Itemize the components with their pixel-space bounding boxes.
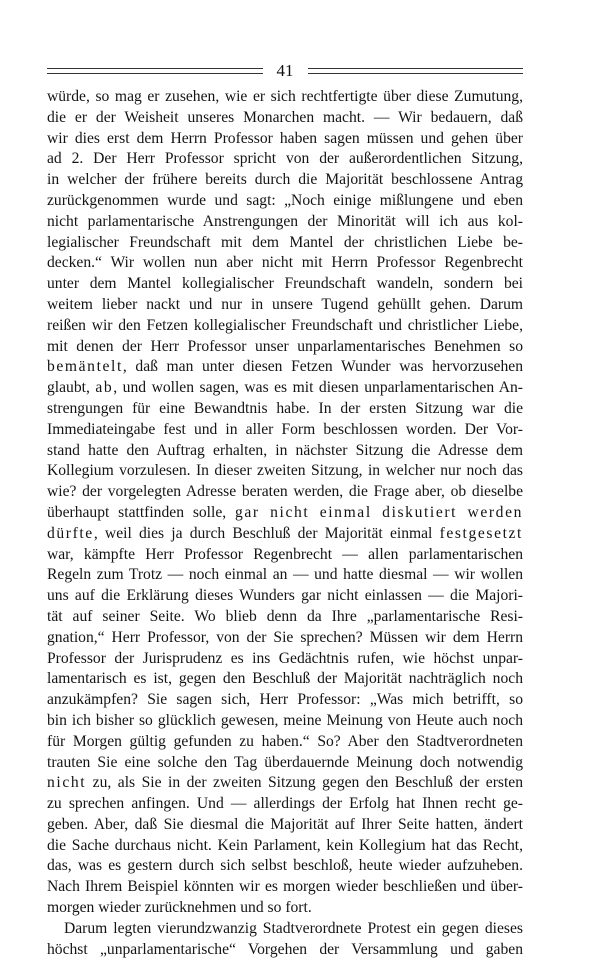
text-segment: glaubt, — [47, 379, 96, 397]
text-line: wir dies erst dem Herrn Professor haben sagen müssen und gehen über — [47, 129, 523, 147]
text-segment: , daß man unter diesen Fetzen Wunder was hervorzusehen — [122, 358, 523, 376]
text-line: ad 2. Der Herr Professor spricht von der außerordentlichen Sitzung, — [47, 150, 523, 168]
text-line — [47, 773, 523, 794]
text-line: wie? der vorgelegten Adresse beraten werden, die Frage aber, ob dieselbe — [47, 483, 523, 501]
text-line: gnation,“ Herr Professor, von der Sie sprechen? Müssen wir dem Herrn — [47, 628, 523, 646]
text-segment: überhaupt stattfinden solle, — [47, 503, 235, 521]
page-number: 41 — [276, 61, 294, 80]
text-line: anzukämpfen? Sie sagen sich, Herr Professor: „Was mich betrifft, so — [47, 691, 523, 709]
text-segment: , weil dies ja durch Beschluß der Majorität einmal — [93, 524, 440, 542]
text-line: reißen wir den Fetzen kollegialischer Freundschaft und christlicher Liebe, — [47, 316, 523, 334]
spaced-emphasis: bemäntelt — [47, 358, 123, 376]
text-line: stand hatte den Auftrag erhalten, in nächster Sitzung die Adresse dem — [47, 441, 523, 459]
text-line — [47, 524, 523, 545]
text-segment: zu, als Sie in der zweiten Sitzung gegen den Beschluß der ersten — [86, 774, 523, 792]
text-line: weitem lieber nackt und nur in unsere Tugend gehüllt gehen. Darum — [47, 295, 523, 313]
text-line — [47, 357, 523, 378]
text-line: in welcher der frühere bereits durch die Majorität beschlossene Antrag — [47, 171, 523, 189]
text-line: legialischer Freundschaft mit dem Mantel der christlichen Liebe be- — [47, 233, 523, 251]
text-line: die er der Weisheit unseres Monarchen macht. — Wir bedauern, daß — [47, 108, 523, 126]
text-line — [47, 378, 523, 399]
text-line — [47, 503, 523, 524]
header-rule-left — [47, 68, 263, 74]
text-line: war, kämpfte Herr Professor Regenbrecht — allen parlamentarischen — [47, 545, 523, 563]
text-line: uns auf die Erklärung dieses Wunders gar nicht einlassen — die Majori- — [47, 587, 523, 605]
text-line: Kollegium vorzulesen. In dieser zweiten Sitzung, in welcher nur noch das — [47, 462, 523, 480]
text-line: Professor der Jurisprudenz es ins Gedächtnis rufen, wie höchst unpar- — [47, 649, 523, 667]
text-line: unter dem Mantel kollegialischer Freundschaft wandeln, sondern bei — [47, 275, 523, 293]
text-line: Immediateingabe fest und in aller Form beschlossen worden. Der Vor- — [47, 420, 523, 438]
text-line: würde, so mag er zusehen, wie er sich rechtfertigte über diese Zumutung, — [47, 88, 523, 105]
text-segment: , und wollen sagen, was es mit diesen unparlamentarischen An- — [113, 379, 523, 397]
text-line: Nach Ihrem Beispiel könnten wir es morgen wieder beschließen und über- — [47, 878, 523, 896]
text-line: morgen wieder zurücknehmen und so fort. — [47, 899, 312, 917]
header-rule-right — [308, 68, 524, 74]
text-line: mit denen der Herr Professor unser unparlamentarisches Benehmen so — [47, 337, 523, 355]
spaced-emphasis: ab — [95, 379, 114, 397]
text-line: höchst „unparlamentarische“ Vorgehen der Versammlung und gaben — [47, 940, 523, 958]
text-line: das, was es gestern durch sich selbst beschloß, heute wieder aufzuheben. — [47, 857, 523, 875]
text-line: die Sache durchaus nicht. Kein Parlament, kein Kollegium hat das Recht, — [47, 836, 523, 854]
text-line: Regeln zum Trotz — noch einmal an — und hatte diesmal — wir wollen — [47, 566, 523, 584]
spaced-emphasis: gar nicht einmal diskutiert werden — [235, 503, 523, 521]
text-line: für Morgen gültig gefunden zu haben.“ So? Aber den Stadtverordneten — [47, 732, 523, 750]
spaced-emphasis: festgesetzt — [439, 524, 523, 542]
body-text — [47, 87, 523, 960]
text-line: tät auf seiner Seite. Wo blieb denn da Ihre „parlamentarische Resi- — [47, 607, 523, 625]
spaced-emphasis: nicht — [47, 774, 87, 792]
text-line: nicht parlamentarische Anstrengungen der Minorität will ich aus kol- — [47, 212, 523, 230]
text-line: zurückgenommen wurde und sagt: „Noch einige mißlungene und eben — [47, 191, 523, 209]
text-line: bin ich bisher so glücklich gewesen, meine Meinung von Heute auch noch — [47, 711, 523, 729]
text-line: trauten Sie eine solche den Tag überdauernde Meinung doch notwendig — [47, 753, 523, 771]
text-line: lamentarisch es ist, gegen den Beschluß der Majorität nachträglich noch — [47, 670, 523, 688]
text-line: Darum legten vierundzwanzig Stadtverordnete Protest ein gegen dieses — [64, 919, 523, 937]
text-line: decken.“ Wir wollen nun aber nicht mit Herrn Professor Regenbrecht — [47, 254, 523, 272]
page-header — [47, 60, 523, 82]
text-line: geben. Aber, daß Sie diesmal die Majorität auf Ihrer Seite hatten, ändert — [47, 815, 523, 833]
text-line: zu sprechen anfingen. Und — allerdings der Erfolg hat Ihnen recht ge- — [47, 795, 523, 813]
spaced-emphasis: dürfte — [47, 524, 94, 542]
text-line: strengungen für eine Bewandtnis habe. In der ersten Sitzung war die — [47, 399, 523, 417]
